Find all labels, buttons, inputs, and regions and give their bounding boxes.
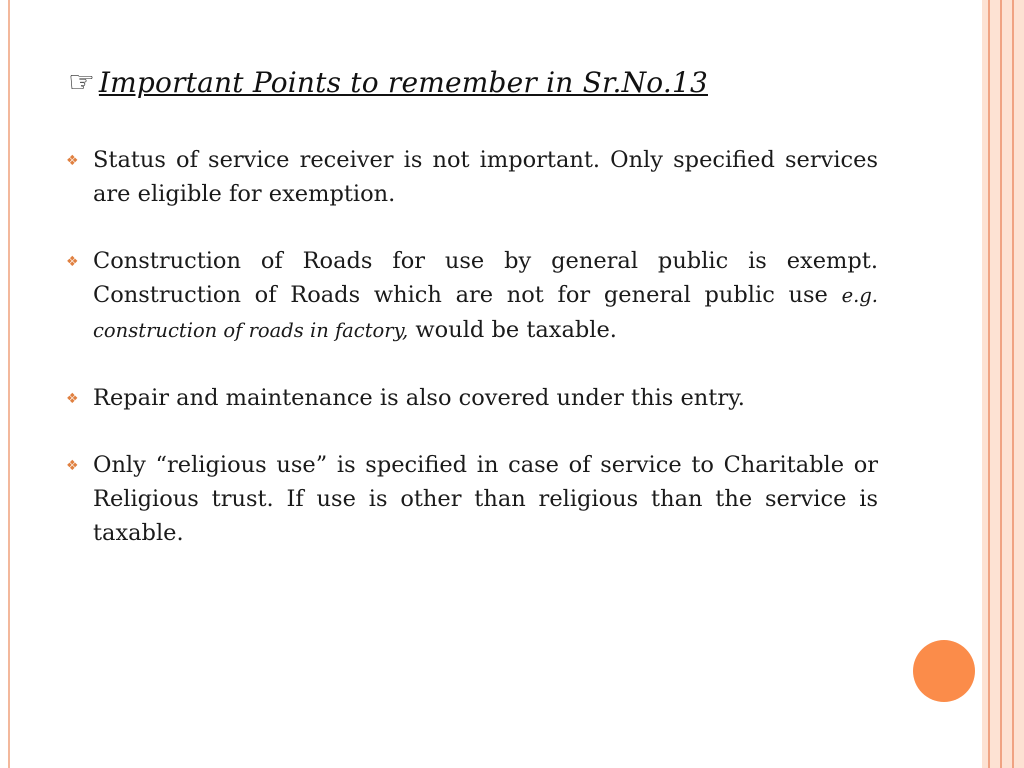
- bullet-point: [66, 143, 878, 211]
- bullet-point: [66, 244, 878, 348]
- bullet-point: [66, 448, 878, 550]
- point-text: would be taxable.: [408, 317, 617, 343]
- diamond-bullet-icon: ❖: [66, 458, 79, 474]
- diamond-bullet-icon: ❖: [66, 254, 79, 270]
- diamond-bullet-icon: ❖: [66, 153, 79, 169]
- diamond-bullet-icon: ❖: [66, 391, 79, 407]
- point-example: e.g. construction of roads in factory,: [93, 284, 878, 342]
- decor-circle: [913, 640, 975, 702]
- decor-stripe: [1014, 0, 1024, 768]
- bullet-list: [66, 143, 878, 583]
- point-text: Construction of Roads for use by general public is exempt. Construction of Roads which are not for general public use: [93, 248, 878, 308]
- decor-stripe: [990, 0, 1000, 768]
- title-text: Important Points to remember in Sr.No.13: [98, 66, 708, 99]
- point-text: Status of service receiver is not important. Only specified services are eligible for exemption.: [93, 147, 878, 207]
- decor-stripe: [1002, 0, 1012, 768]
- point-text: Only “religious use” is specified in case of service to Charitable or Religious trust. If use is other than religious than the service is taxable.: [93, 452, 878, 546]
- bullet-point: [66, 381, 878, 415]
- pointing-hand-icon: ☞: [68, 64, 95, 100]
- point-text: Repair and maintenance is also covered under this entry.: [93, 385, 745, 411]
- slide-title: [68, 66, 708, 99]
